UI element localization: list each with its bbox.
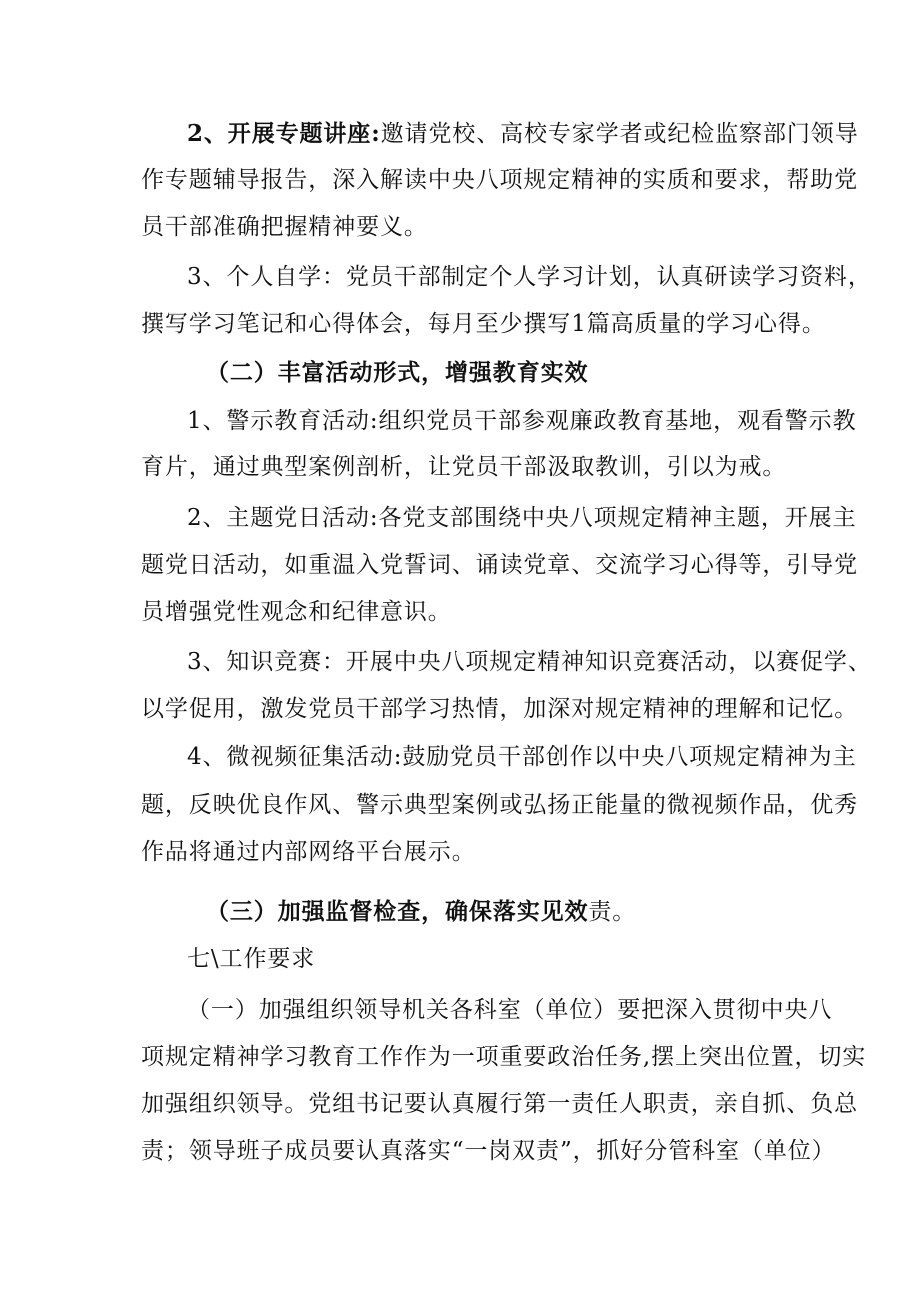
bold-lead: 2、开展专题讲座:	[187, 120, 381, 147]
paragraph-line	[187, 119, 859, 149]
paragraph-line: 项规定精神学习教育工作作为一项重要政治任务,摆上突出位置，切实	[141, 1044, 867, 1070]
section-heading	[206, 358, 588, 388]
heading-tail: 责。	[588, 899, 637, 925]
paragraph-line: 作品将通过内部网络平台展示。	[141, 839, 476, 865]
paragraph-line: 育片，通过典型案例剖析，让党员干部汲取教训，引以为戒。	[141, 454, 787, 480]
paragraph-line: 题党日活动，如重温入党誓词、诵读党章、交流学习心得等，引导党	[141, 552, 858, 578]
section-heading: 七\工作要求	[187, 946, 316, 972]
heading-text: （二）丰富活动形式，增强教育实效	[206, 359, 589, 386]
paragraph-line: 作专题辅导报告，深入解读中央八项规定精神的实质和要求，帮助党	[141, 167, 858, 193]
paragraph-line: 撰写学习笔记和心得体会，每月至少撰写1篇高质量的学习心得。	[141, 311, 826, 337]
paragraph-line: 题，反映优良作风、警示典型案例或弘扬正能量的微视频作品，优秀	[141, 792, 858, 818]
paragraph-line: 3、知识竞赛：开展中央八项规定精神知识竞赛活动，以赛促学、	[187, 649, 872, 675]
paragraph-line: 加强组织领导。党组书记要认真履行第一责任人职责，亲自抓、负总	[141, 1091, 858, 1117]
line-text: 邀请党校、高校专家学者或纪检监察部门领导	[380, 121, 859, 147]
paragraph-line: 2、主题党日活动:各党支部围绕中央八项规定精神主题，开展主	[187, 505, 857, 531]
paragraph-line: 以学促用，激发党员干部学习热情，加深对规定精神的理解和记忆。	[141, 696, 858, 722]
paragraph-line: 3、个人自学：党员干部制定个人学习计划，认真研读学习资料，	[187, 264, 872, 290]
paragraph-line: 员干部准确把握精神要义。	[141, 214, 428, 240]
heading-text: （三）加强监督检查，确保落实见效	[206, 898, 589, 925]
paragraph-line: 1、警示教育活动:组织党员干部参观廉政教育基地，观看警示教	[187, 408, 857, 434]
paragraph-line: （一）加强组织领导机关各科室（单位）要把深入贯彻中央八	[187, 997, 833, 1023]
paragraph-line: 责；领导班子成员要认真落实“一岗双责”，抓好分管科室（单位）	[141, 1138, 836, 1164]
paragraph-line: 4、微视频征集活动:鼓励党员干部创作以中央八项规定精神为主	[187, 744, 857, 770]
section-heading	[206, 897, 636, 927]
paragraph-line: 员增强党性观念和纪律意识。	[141, 599, 452, 625]
